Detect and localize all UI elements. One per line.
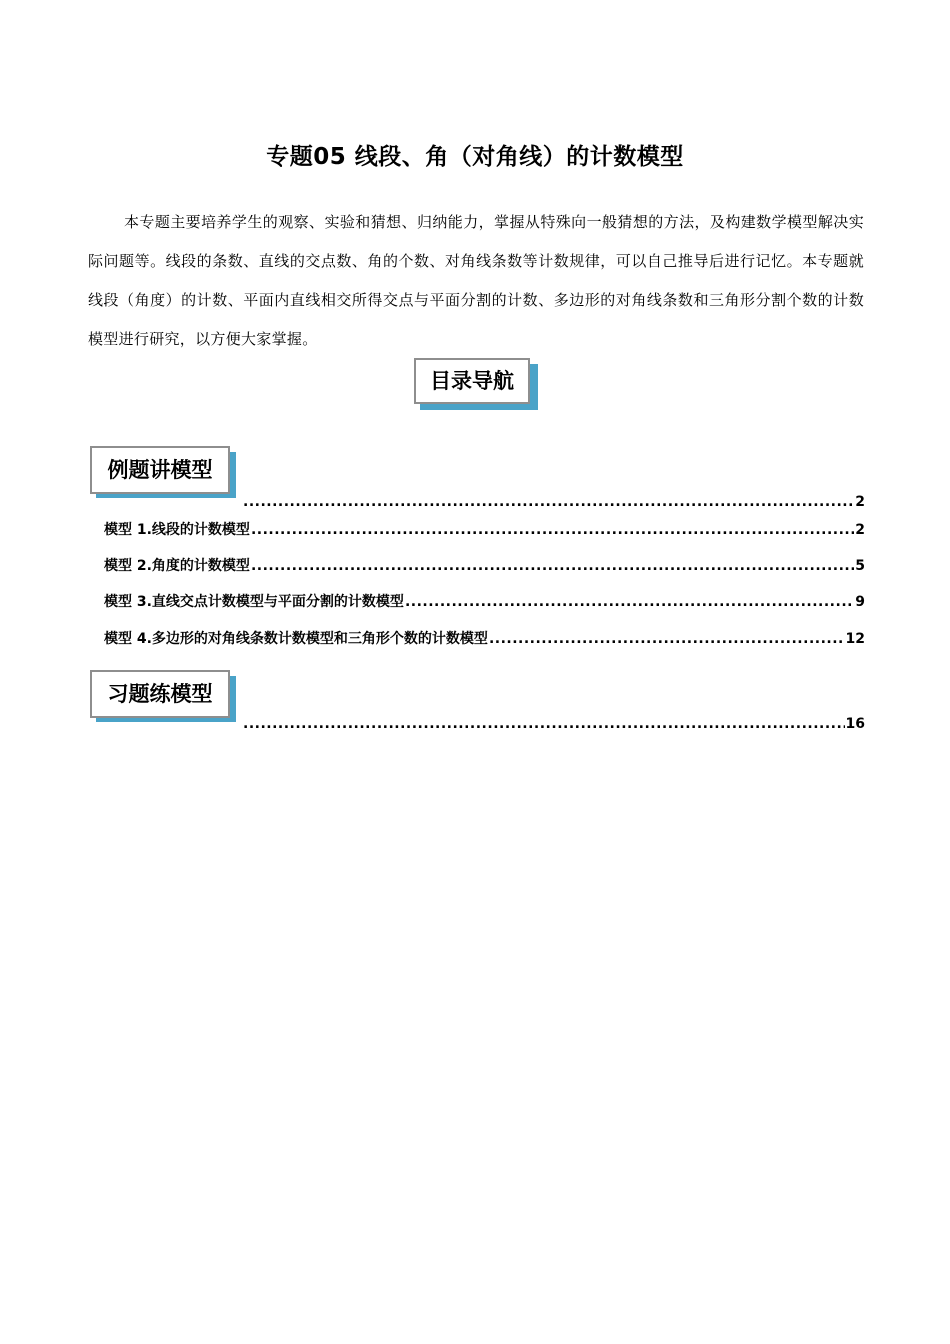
section-badge-examples [90, 446, 236, 498]
toc-entry-model-3[interactable] [104, 591, 865, 611]
section-badge-label: 习题练模型 [90, 670, 230, 718]
toc-entry-label: 模型 3.直线交点计数模型与平面分割的计数模型 [104, 594, 404, 610]
toc-page-number: 12 [845, 631, 865, 647]
leader-dots [251, 522, 854, 538]
toc-page-number: 2 [855, 522, 865, 538]
toc-entry-label: 模型 1.线段的计数模型 [104, 522, 250, 538]
page-title: 专题05 线段、角（对角线）的计数模型 [266, 144, 684, 170]
toc-page-number: 16 [845, 716, 865, 732]
leader-dots [251, 558, 854, 574]
toc-entry-model-4[interactable] [104, 628, 865, 648]
leader-dots [243, 716, 845, 732]
section-badge-exercises [90, 670, 236, 722]
toc-entry-label: 模型 4.多边形的对角线条数计数模型和三角形个数的计数模型 [104, 631, 488, 647]
toc-entry-exercises[interactable] [242, 716, 865, 732]
toc-heading-label: 目录导航 [414, 358, 530, 404]
toc-entry-label: 模型 2.角度的计数模型 [104, 558, 250, 574]
toc-entry-examples[interactable] [242, 494, 865, 510]
toc-page-number: 5 [855, 558, 865, 574]
toc-page-number: 9 [855, 594, 865, 610]
toc-entry-model-1[interactable] [104, 519, 865, 539]
leader-dots [405, 594, 854, 610]
toc-page-number: 2 [855, 494, 865, 510]
section-badge-label: 例题讲模型 [90, 446, 230, 494]
toc-heading-badge [414, 358, 538, 410]
leader-dots [489, 631, 845, 647]
intro-paragraph: 本专题主要培养学生的观察、实验和猜想、归纳能力，掌握从特殊向一般猜想的方法，及构建数学模型解决实际问题等。线段的条数、直线的交点数、角的个数、对角线条数等计数规律，可以自己推导后进行记忆。本专题就线段（角度）的计数、平面内直线相交所得交点与平面分割的计数、多边形的对角线条数和三角形分割个数的计数模型进行研究，以方便大家掌握。 [88, 213, 864, 348]
leader-dots [243, 494, 854, 510]
toc-entry-model-2[interactable] [104, 555, 865, 575]
